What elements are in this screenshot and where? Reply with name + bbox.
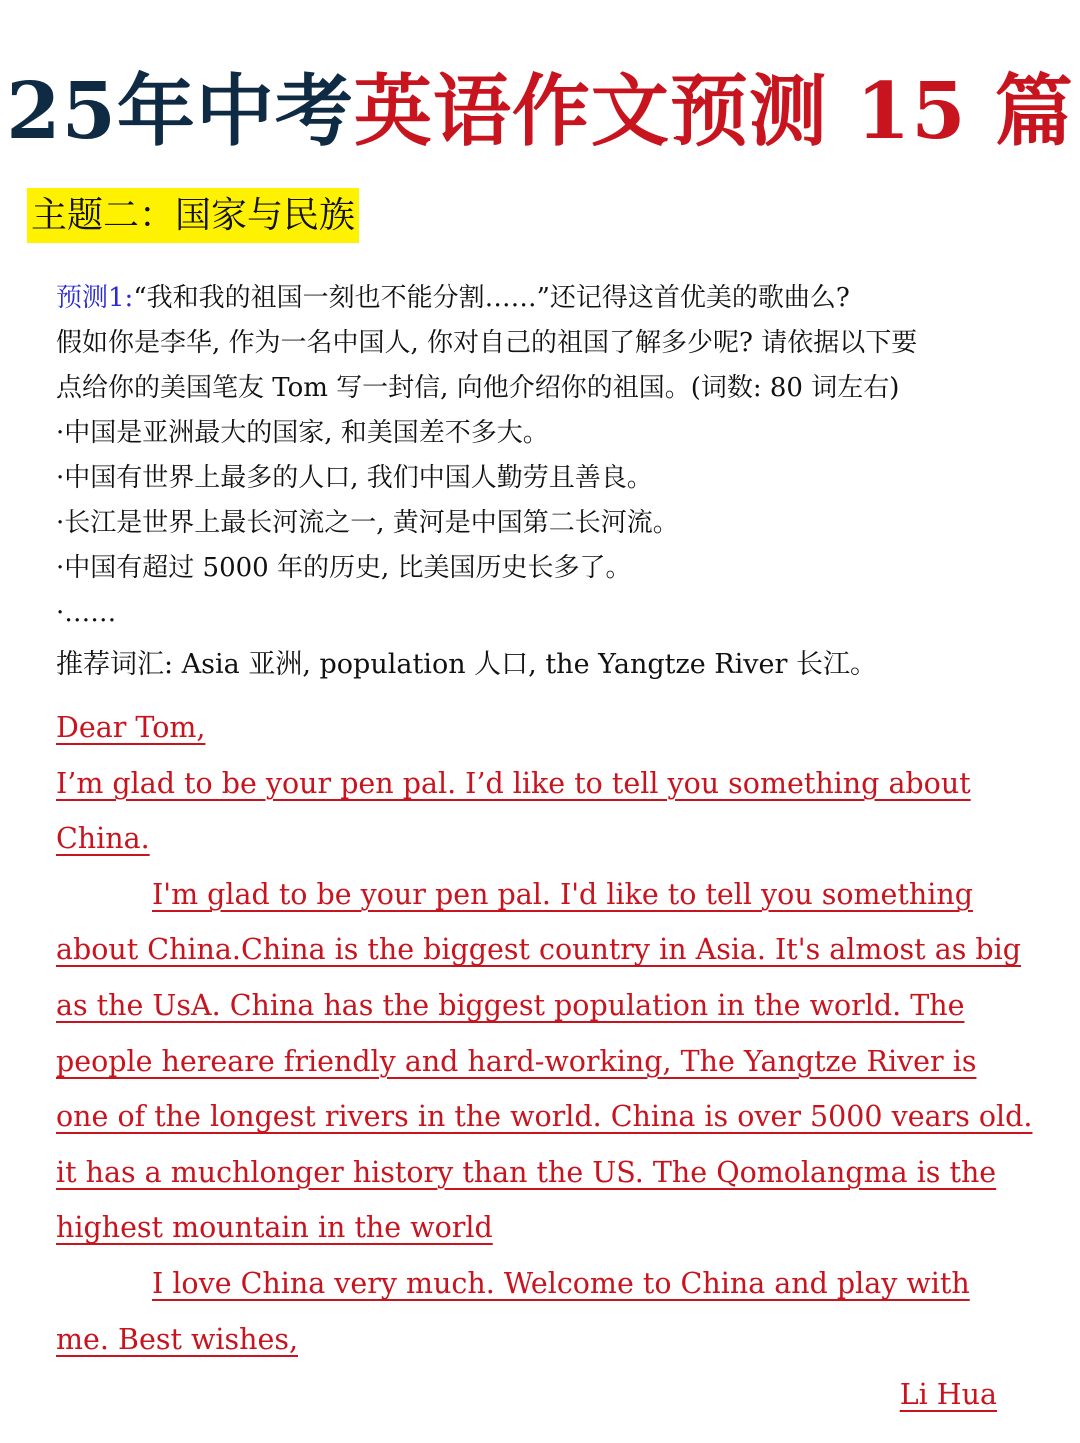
essay-line: I’m glad to be your pen pal. I’d like to tell you something about [56,766,971,800]
prompt-line-3: 点给你的美国笔友 Tom 写一封信, 向他介绍你的祖国。(词数: 80 词左右) [56,373,900,403]
prompt-bullet: ·中国有世界上最多的人口, 我们中国人勤劳且善良。 [56,463,653,493]
essay-line: about China.China is the biggest country in Asia. It's almost as big [56,933,1021,967]
prompt-section [56,276,1036,687]
theme-heading: 主题二：国家与民族 [27,188,359,243]
essay-salutation: Dear Tom, [56,711,206,744]
title-part-dark: 25年中考 [6,66,354,157]
recommended-vocabulary: 推荐词汇: Asia 亚洲, population 人口, the Yangtze River 长江。 [56,649,877,680]
essay-line: people hereare friendly and hard-working, The Yangtze River is [56,1044,977,1078]
essay-line: one of the longest rivers in the world. China is over 5000 vears old. [56,1100,1033,1134]
prompt-bullet: ·中国是亚洲最大的国家, 和美国差不多大。 [56,418,549,448]
prompt-line-1-text: “我和我的祖国一刻也不能分割……”还记得这首优美的歌曲么? [133,283,850,313]
prompt-line-1 [56,276,1036,321]
essay-line: China. [56,822,150,856]
essay-line: highest mountain in the world [56,1211,493,1245]
essay-line: as the UsA. China has the biggest population in the world. The [56,988,965,1022]
essay-line: I'm glad to be your pen pal. I'd like to tell you something [152,877,973,911]
prompt-bullet: ·长江是世界上最长河流之一, 黄河是中国第二长河流。 [56,508,679,538]
sample-essay [56,700,1031,1423]
essay-closing: me. Best wishes, [56,1322,298,1356]
essay-signature: Li Hua [899,1378,997,1412]
prompt-line-2: 假如你是李华, 作为一名中国人, 你对自己的祖国了解多少呢? 请依据以下要 [56,328,918,358]
title-part-red: 英语作文预测 15 篇 [353,66,1074,157]
essay-line: it has a muchlonger history than the US. The Qomolangma is the [56,1155,997,1189]
essay-signature-row [56,1367,1031,1423]
page-title [0,62,1080,162]
essay-line: I love China very much. Welcome to China and play with [152,1266,970,1300]
prompt-bullet: ·中国有超过 5000 年的历史, 比美国历史长多了。 [56,553,632,583]
prompt-bullet: ·…… [56,598,117,628]
prompt-label: 预测1: [56,283,134,313]
